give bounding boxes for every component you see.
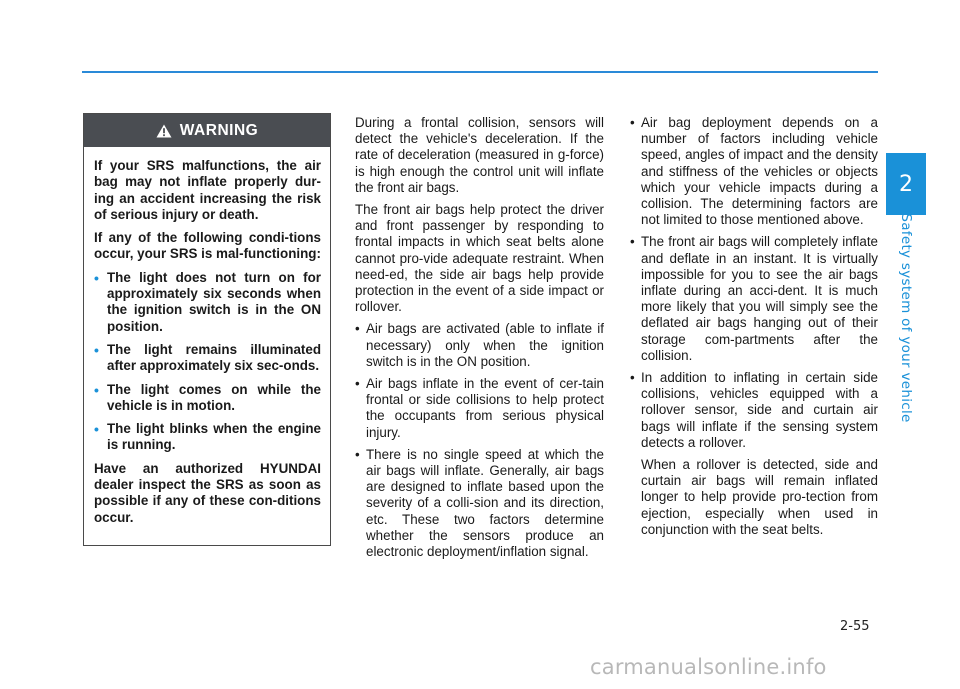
page-number: 2-55 <box>840 619 870 634</box>
warning-triangle-icon <box>156 124 172 138</box>
list-item: • The light remains illuminated after approximately six sec-onds. <box>94 341 321 374</box>
list-item: • Air bags are activated (able to inflate if necessary) only when the ignition switch is in the ON position. <box>355 321 604 369</box>
bullet-list <box>355 321 604 560</box>
list-item: • The light blinks when the engine is running. <box>94 421 321 453</box>
list-item: • The light comes on while the vehicle is in motion. <box>94 381 321 413</box>
list-item: • Air bags inflate in the event of cer-tain frontal or side collisions to help protect the occupants from serious physical injury. <box>355 376 604 440</box>
warning-conditions-list <box>94 270 321 454</box>
warning-conditions-intro: If any of the following condi-tions occur, your SRS is mal-functioning: <box>94 230 321 262</box>
list-item: • Air bag deployment depends on a number of factors including vehicle speed, angles of impact and the density and stiffness of the vehicles or objects which your vehicle impacts during a collision. The determining factors are not limited to those mentioned above. <box>630 115 878 228</box>
warning-title: WARNING <box>179 121 259 139</box>
list-item: • The front air bags will completely inflate and deflate in an instant. It is virtually impossible for you to see the air bags inflate during an acci-dent. It is much more likely that you will simply see the deflated air bags hanging out of their storage com-partments after the collision. <box>630 234 878 363</box>
warning-intro: If your SRS malfunctions, the air bag may not inflate properly dur-ing an accident increasing the risk of serious injury or death. <box>94 158 321 222</box>
right-column <box>630 115 878 544</box>
list-item: • The light does not turn on for approximately six seconds when the ignition switch is in the ON position. <box>94 269 321 334</box>
watermark-link[interactable]: carmanualsonline.info <box>590 655 827 679</box>
middle-column <box>355 115 604 566</box>
paragraph: The front air bags help protect the driver and front passenger by responding to frontal impacts in which seat belts alone cannot pro-vide adequate restraint. When need-ed, the side air bags help provide protection in the event of a side impact or rollover. <box>355 202 604 315</box>
paragraph: During a frontal collision, sensors will detect the vehicle's deceleration. If the rate of deceleration (measured in g-force) is high enough the control unit will inflate the front air bags. <box>355 115 604 195</box>
warning-box <box>83 113 331 546</box>
chapter-tab[interactable] <box>886 153 926 215</box>
chapter-number: 2 <box>899 171 913 197</box>
header-rule <box>82 71 878 73</box>
warning-header <box>84 114 330 147</box>
list-item: • There is no single speed at which the air bags will inflate. Generally, air bags are designed to inflate based upon the severity of a colli-sion and its direction, etc. These two factors determine whether the sensors produce an electronic deployment/inflation signal. <box>355 446 604 560</box>
warning-body <box>84 147 330 526</box>
list-item: • In addition to inflating in certain side collisions, vehicles equipped with a rollover sensor, side and curtain air bags will inflate if the sensing system detects a rollover. When a rollover is detected, side and curtain air bags will remain inflated longer to help provide pro-tection from ejection, especially when used in conjunction with the seat belts. <box>630 370 878 537</box>
chapter-title: Safety system of your vehicle <box>898 213 914 423</box>
bullet-continuation: When a rollover is detected, side and curtain air bags will remain inflated longer to help provide pro-tection from ejection, especially when used in conjunction with the seat belts. <box>641 457 878 537</box>
bullet-list <box>630 115 878 538</box>
warning-closing: Have an authorized HYUNDAI dealer inspect the SRS as soon as possible if any of these con-ditions occur. <box>94 460 321 525</box>
